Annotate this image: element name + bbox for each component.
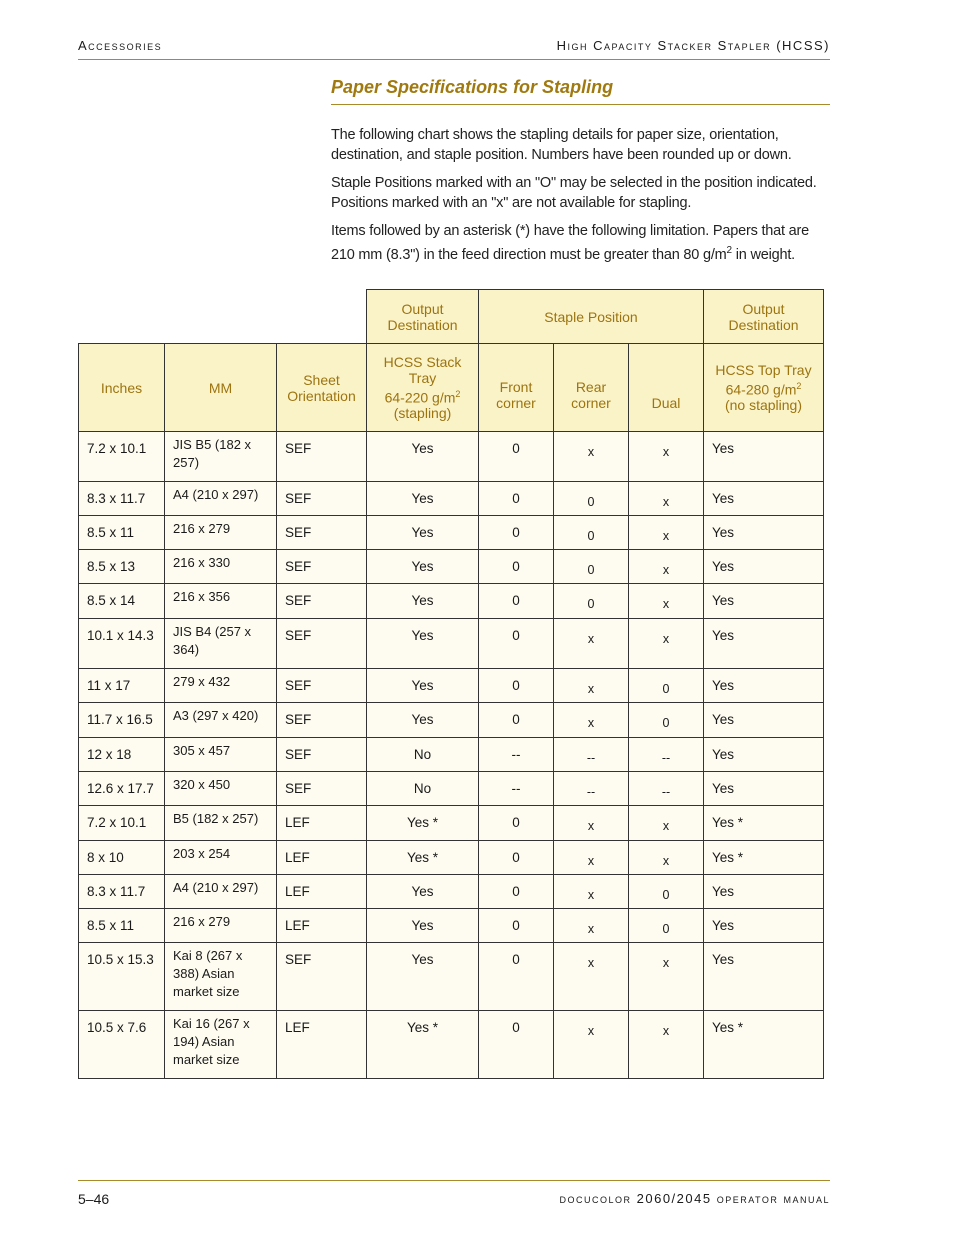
cell-inches: 8.5 x 14 [79, 584, 165, 619]
cell-rear: 0 [554, 516, 629, 550]
cell-mm: 320 x 450 [165, 772, 277, 806]
cell-top: Yes [704, 482, 824, 516]
cell-inches: 8 x 10 [79, 841, 165, 875]
cell-orientation: SEF [277, 619, 367, 669]
group-header-output-destination-2: Output Destination [704, 290, 824, 344]
cell-rear: 0 [554, 482, 629, 516]
cell-top: Yes [704, 432, 824, 482]
stack-tray-name: HCSS Stack Tray [383, 353, 462, 386]
cell-rear: -- [554, 738, 629, 772]
cell-mm: JIS B5 (182 x 257) [165, 432, 277, 482]
table-row [79, 1011, 824, 1079]
paragraph-chart-intro: The following chart shows the stapling details for paper size, orientation, destination, and staple position. Numbers have been rounded up or down. [331, 127, 792, 163]
cell-orientation: SEF [277, 943, 367, 1011]
cell-top: Yes [704, 943, 824, 1011]
table-row [79, 550, 824, 584]
cell-front: 0 [479, 482, 554, 516]
header-spacer [79, 290, 367, 344]
cell-inches: 8.3 x 11.7 [79, 482, 165, 516]
cell-dual: -- [629, 738, 704, 772]
cell-front: 0 [479, 584, 554, 619]
cell-inches: 8.5 x 11 [79, 516, 165, 550]
cell-rear: x [554, 1011, 629, 1079]
cell-inches: 8.5 x 13 [79, 550, 165, 584]
cell-orientation: LEF [277, 841, 367, 875]
superscript: 2 [796, 380, 802, 391]
cell-inches: 10.1 x 14.3 [79, 619, 165, 669]
cell-dual: 0 [629, 875, 704, 909]
cell-inches: 12.6 x 17.7 [79, 772, 165, 806]
col-header-hcss-stack-tray [367, 344, 479, 432]
paragraph-limitation-end: in weight. [731, 246, 796, 263]
col-header-sheet-orientation: Sheet Orientation [277, 344, 367, 432]
cell-orientation: SEF [277, 703, 367, 738]
cell-mm: 216 x 279 [165, 516, 277, 550]
cell-dual: x [629, 1011, 704, 1079]
cell-orientation: LEF [277, 875, 367, 909]
cell-mm: 216 x 279 [165, 909, 277, 943]
cell-front: 0 [479, 909, 554, 943]
cell-rear: x [554, 703, 629, 738]
cell-rear: 0 [554, 550, 629, 584]
cell-top: Yes [704, 875, 824, 909]
cell-dual: 0 [629, 703, 704, 738]
cell-top: Yes [704, 909, 824, 943]
cell-mm: A4 (210 x 297) [165, 875, 277, 909]
cell-inches: 10.5 x 15.3 [79, 943, 165, 1011]
cell-orientation: SEF [277, 584, 367, 619]
cell-front: 0 [479, 841, 554, 875]
cell-orientation: SEF [277, 432, 367, 482]
table-row [79, 841, 824, 875]
cell-stack: Yes [367, 516, 479, 550]
table-row [79, 875, 824, 909]
cell-inches: 7.2 x 10.1 [79, 806, 165, 841]
cell-mm: A3 (297 x 420) [165, 703, 277, 738]
col-header-rear-corner: Rear corner [554, 344, 629, 432]
cell-stack: Yes [367, 432, 479, 482]
paragraph-asterisk-limitation [331, 221, 826, 265]
cell-mm: JIS B4 (257 x 364) [165, 619, 277, 669]
superscript: 2 [726, 245, 732, 256]
cell-stack: Yes [367, 943, 479, 1011]
cell-front: 0 [479, 619, 554, 669]
group-header-output-destination: Output Destination [367, 290, 479, 344]
cell-rear: x [554, 841, 629, 875]
section-title: Paper Specifications for Stapling [331, 77, 830, 105]
cell-mm: 216 x 330 [165, 550, 277, 584]
paragraph-limitation-text: Items followed by an asterisk (*) have the following limitation. Papers that are 210 mm (8.3") in the feed direction must be greater than 80 g/m [331, 223, 810, 263]
stack-tray-note: (stapling) [393, 405, 452, 422]
table-row [79, 482, 824, 516]
cell-stack: Yes [367, 875, 479, 909]
table-row [79, 619, 824, 669]
cell-stack: Yes [367, 909, 479, 943]
cell-rear: -- [554, 772, 629, 806]
cell-top: Yes * [704, 1011, 824, 1079]
cell-top: Yes [704, 669, 824, 703]
cell-mm: A4 (210 x 297) [165, 482, 277, 516]
cell-dual: 0 [629, 669, 704, 703]
top-tray-weight-value: 64-280 g/m [725, 381, 797, 398]
table-body [79, 432, 824, 1079]
cell-top: Yes [704, 738, 824, 772]
cell-inches: 11.7 x 16.5 [79, 703, 165, 738]
cell-stack: Yes [367, 619, 479, 669]
cell-inches: 11 x 17 [79, 669, 165, 703]
table-row [79, 432, 824, 482]
cell-inches: 10.5 x 7.6 [79, 1011, 165, 1079]
cell-stack: No [367, 738, 479, 772]
cell-mm: Kai 16 (267 x 194) Asian market size [165, 1011, 277, 1079]
cell-top: Yes [704, 550, 824, 584]
cell-top: Yes [704, 584, 824, 619]
cell-front: 0 [479, 943, 554, 1011]
cell-front: -- [479, 772, 554, 806]
col-header-hcss-top-tray [704, 344, 824, 432]
cell-mm: Kai 8 (267 x 388) Asian market size [165, 943, 277, 1011]
cell-rear: x [554, 909, 629, 943]
cell-orientation: SEF [277, 482, 367, 516]
cell-front: 0 [479, 432, 554, 482]
stack-tray-weight [379, 386, 466, 406]
top-tray-name: HCSS Top Tray [715, 361, 812, 378]
table-row [79, 909, 824, 943]
table-row [79, 516, 824, 550]
cell-front: -- [479, 738, 554, 772]
cell-top: Yes [704, 703, 824, 738]
manual-title: docucolor 2060/2045 operator manual [559, 1191, 830, 1206]
cell-top: Yes [704, 772, 824, 806]
cell-orientation: SEF [277, 738, 367, 772]
col-header-front-corner: Front corner [479, 344, 554, 432]
cell-front: 0 [479, 669, 554, 703]
cell-rear: x [554, 432, 629, 482]
cell-dual: 0 [629, 909, 704, 943]
cell-inches: 12 x 18 [79, 738, 165, 772]
superscript: 2 [455, 388, 461, 399]
cell-dual: x [629, 432, 704, 482]
group-header-staple-position: Staple Position [479, 290, 704, 344]
cell-orientation: LEF [277, 806, 367, 841]
cell-top: Yes [704, 619, 824, 669]
cell-inches: 8.5 x 11 [79, 909, 165, 943]
cell-dual: -- [629, 772, 704, 806]
top-tray-note: (no stapling) [724, 397, 803, 414]
cell-rear: x [554, 875, 629, 909]
table-row [79, 806, 824, 841]
cell-mm: 203 x 254 [165, 841, 277, 875]
cell-inches: 7.2 x 10.1 [79, 432, 165, 482]
table-row [79, 703, 824, 738]
cell-orientation: SEF [277, 516, 367, 550]
col-header-mm: MM [165, 344, 277, 432]
cell-orientation: LEF [277, 1011, 367, 1079]
header-left: Accessories [78, 38, 163, 53]
table-row [79, 584, 824, 619]
cell-dual: x [629, 482, 704, 516]
table-row [79, 669, 824, 703]
cell-orientation: LEF [277, 909, 367, 943]
cell-mm: 279 x 432 [165, 669, 277, 703]
cell-stack: Yes * [367, 1011, 479, 1079]
table-row [79, 772, 824, 806]
cell-front: 0 [479, 875, 554, 909]
col-header-inches: Inches [79, 344, 165, 432]
cell-front: 0 [479, 806, 554, 841]
stack-tray-weight-value: 64-220 g/m [384, 389, 456, 406]
cell-front: 0 [479, 1011, 554, 1079]
paragraph-staple-positions: Staple Positions marked with an "O" may be selected in the position indicated. Positions marked with an "x" are not available for stapling. [331, 175, 817, 211]
cell-stack: Yes [367, 703, 479, 738]
cell-inches: 8.3 x 11.7 [79, 875, 165, 909]
cell-front: 0 [479, 516, 554, 550]
cell-front: 0 [479, 550, 554, 584]
running-footer [78, 1180, 830, 1211]
cell-dual: x [629, 550, 704, 584]
cell-orientation: SEF [277, 772, 367, 806]
cell-top: Yes * [704, 806, 824, 841]
cell-stack: Yes * [367, 806, 479, 841]
cell-stack: Yes [367, 669, 479, 703]
cell-stack: Yes [367, 550, 479, 584]
cell-dual: x [629, 584, 704, 619]
cell-rear: x [554, 619, 629, 669]
cell-stack: Yes [367, 482, 479, 516]
running-header [78, 37, 830, 60]
table-row [79, 943, 824, 1011]
cell-mm: 216 x 356 [165, 584, 277, 619]
cell-stack: Yes * [367, 841, 479, 875]
cell-stack: No [367, 772, 479, 806]
cell-rear: 0 [554, 584, 629, 619]
paper-spec-table [78, 289, 824, 1079]
table-row [79, 738, 824, 772]
cell-dual: x [629, 619, 704, 669]
cell-dual: x [629, 516, 704, 550]
cell-top: Yes * [704, 841, 824, 875]
cell-dual: x [629, 841, 704, 875]
cell-dual: x [629, 943, 704, 1011]
cell-orientation: SEF [277, 550, 367, 584]
cell-top: Yes [704, 516, 824, 550]
cell-orientation: SEF [277, 669, 367, 703]
cell-mm: B5 (182 x 257) [165, 806, 277, 841]
cell-rear: x [554, 806, 629, 841]
cell-front: 0 [479, 703, 554, 738]
cell-dual: x [629, 806, 704, 841]
cell-rear: x [554, 669, 629, 703]
page-number: 5–46 [78, 1191, 110, 1207]
cell-rear: x [554, 943, 629, 1011]
cell-mm: 305 x 457 [165, 738, 277, 772]
cell-stack: Yes [367, 584, 479, 619]
col-header-dual: Dual [629, 344, 704, 432]
header-right: High Capacity Stacker Stapler (HCSS) [556, 38, 830, 53]
top-tray-weight [704, 378, 823, 398]
